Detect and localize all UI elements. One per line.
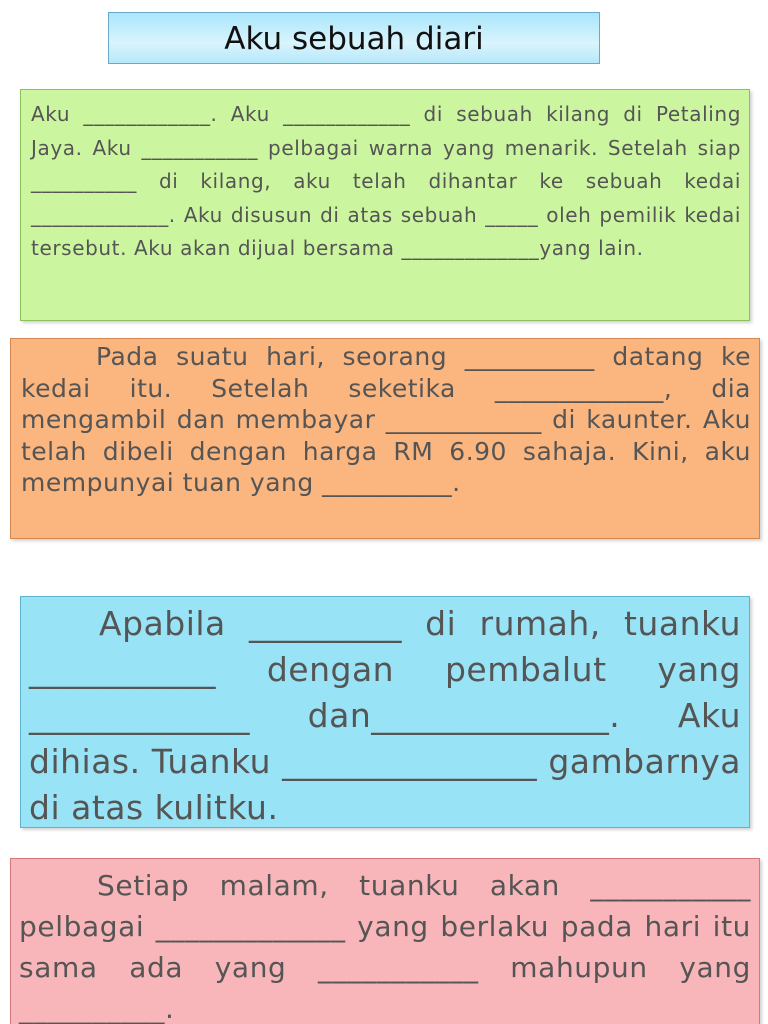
- paragraph-box-4: [10, 858, 760, 1024]
- paragraph-text-1: Aku ____________. Aku ____________ di sebuah kilang di Petaling Jaya. Aku ___________ pelbagai warna yang menarik. Setelah siap __________ di kilang, aku telah dihantar ke sebuah kedai _____________. Aku disusun di atas sebuah _____ oleh pemilik kedai tersebut. Aku akan dijual bersama _____________yang lain.: [31, 102, 741, 260]
- paragraph-text-3: Apabila _________ di rumah, tuanku ___________ dengan pembalut yang _____________ dan______________. Aku dihias. Tuanku _______________ gambarnya di atas kulitku.: [29, 604, 741, 827]
- paragraph-box-1: [20, 89, 750, 321]
- paragraph-box-3: [20, 596, 750, 828]
- paragraph-text-2: Pada suatu hari, seorang __________ datang ke kedai itu. Setelah seketika _____________, dia mengambil dan membayar ____________ di kaunter. Aku telah dibeli dengan harga RM 6.90 sahaja. Kini, aku mempunyai tuan yang __________.: [21, 342, 751, 497]
- paragraph-box-2: [10, 338, 760, 539]
- paragraph-text-4: Setiap malam, tuanku akan ___________ pelbagai _____________ yang berlaku pada hari itu sama ada yang ___________ mahupun yang __________.: [19, 869, 751, 1024]
- page-title: Aku sebuah diari: [108, 12, 600, 64]
